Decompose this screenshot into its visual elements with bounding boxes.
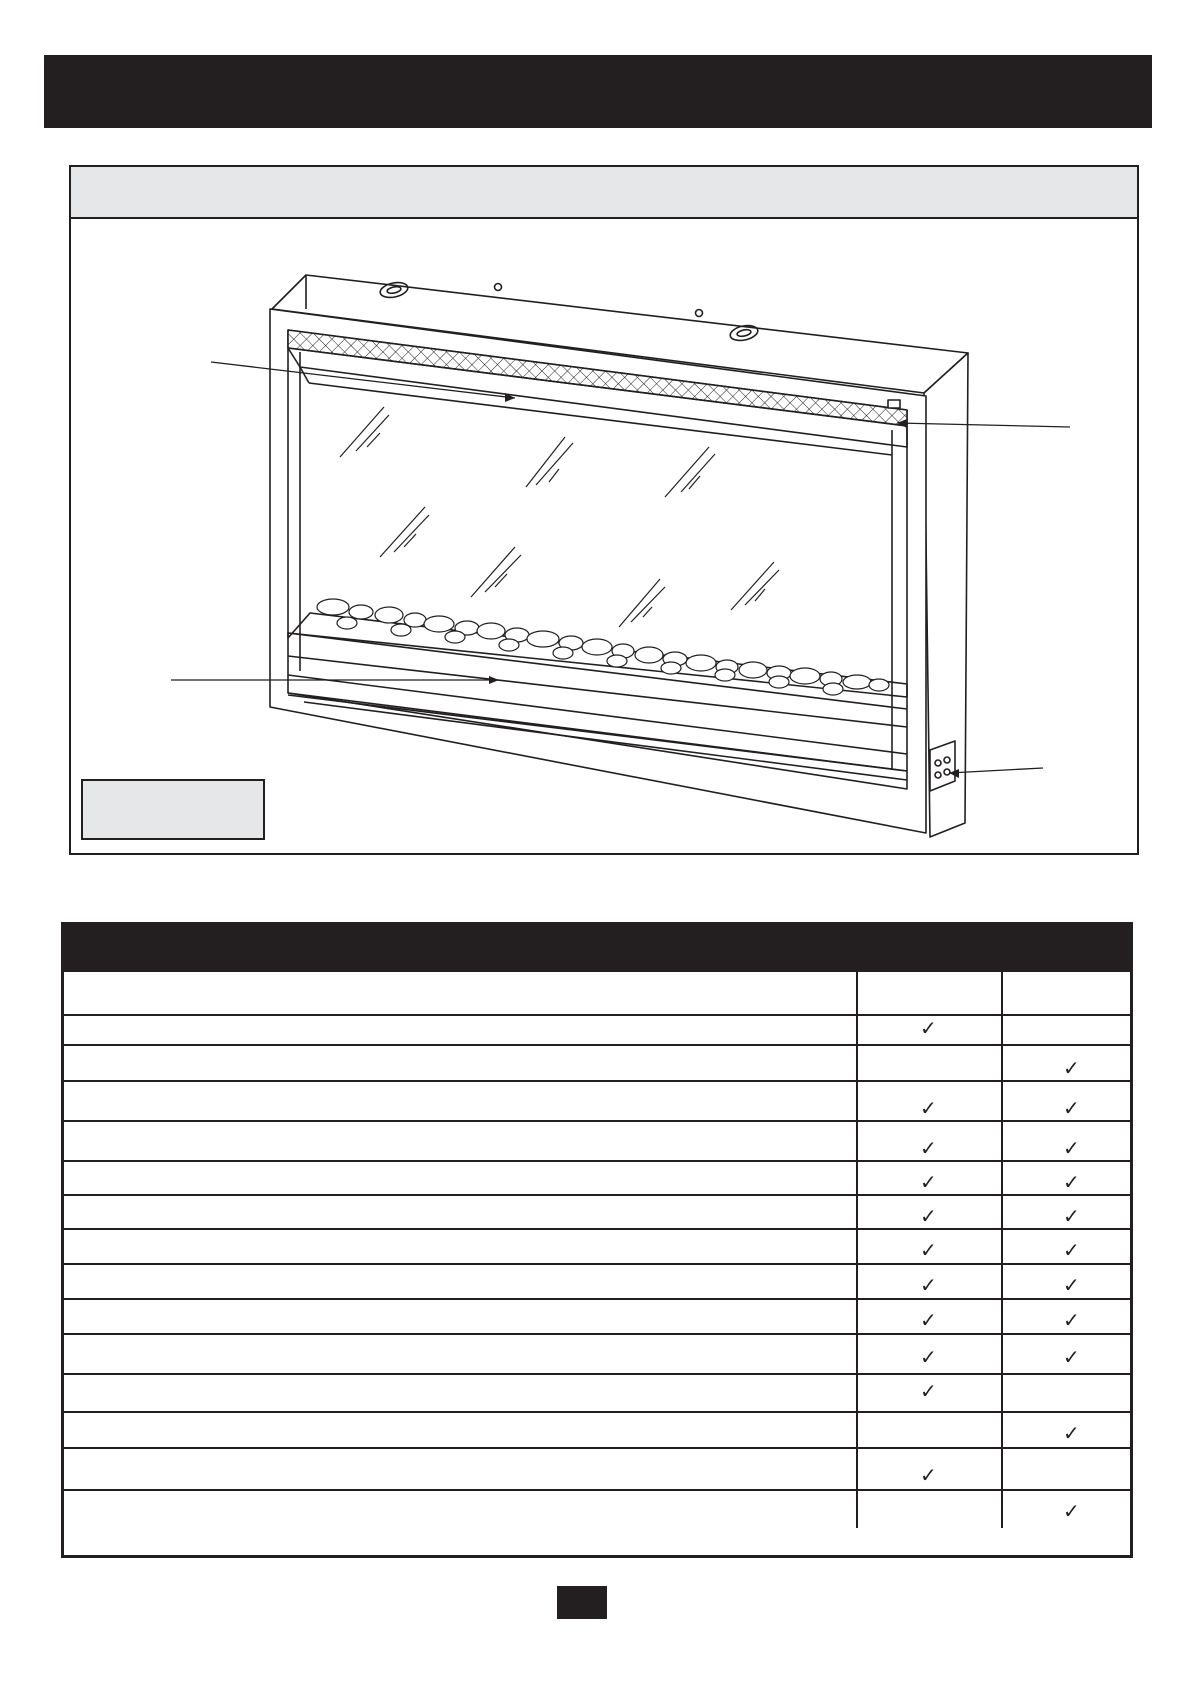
- checkmark-icon: ✓: [1063, 1345, 1080, 1369]
- checkmark-icon: ✓: [920, 1204, 937, 1228]
- table-row: [64, 1196, 1130, 1230]
- table-row: [64, 1300, 1130, 1335]
- row-col-a: [858, 1413, 1003, 1447]
- checkmark-icon: ✓: [920, 1238, 937, 1262]
- row-col-b: [1003, 1082, 1130, 1120]
- row-col-b: [1003, 1122, 1130, 1160]
- checkmark-icon: ✓: [920, 1096, 937, 1120]
- table-header-bar: [61, 922, 1133, 972]
- row-description: [64, 1265, 858, 1298]
- row-col-b: [1003, 1335, 1130, 1373]
- row-description: [64, 1122, 858, 1160]
- checkmark-icon: ✓: [920, 1379, 937, 1403]
- row-col-a: [858, 1375, 1003, 1411]
- checkmark-icon: ✓: [920, 1463, 937, 1487]
- checkmark-icon: ✓: [920, 1308, 937, 1332]
- checkmark-icon: ✓: [920, 1170, 937, 1194]
- row-col-a: [858, 1335, 1003, 1373]
- feature-comparison-table: [61, 922, 1133, 1558]
- checkmark-icon: ✓: [1063, 1308, 1080, 1332]
- row-col-a: [858, 1122, 1003, 1160]
- checkmark-icon: ✓: [1063, 1273, 1080, 1297]
- checkmark-icon: ✓: [920, 1136, 937, 1160]
- checkmark-icon: ✓: [1063, 1136, 1080, 1160]
- row-col-a: [858, 1082, 1003, 1120]
- row-description: [64, 1491, 858, 1528]
- row-col-b: [1003, 1016, 1130, 1044]
- row-description: [64, 1335, 858, 1373]
- row-col-a: [858, 1046, 1003, 1080]
- row-col-b: [1003, 1413, 1130, 1447]
- row-col-b: [1003, 972, 1130, 1014]
- row-col-a: [858, 1230, 1003, 1263]
- table-body: [61, 972, 1133, 1558]
- table-row: [64, 1449, 1130, 1491]
- row-col-b: [1003, 1300, 1130, 1333]
- checkmark-icon: ✓: [1063, 1204, 1080, 1228]
- checkmark-icon: ✓: [1063, 1421, 1080, 1445]
- row-col-b: [1003, 1491, 1130, 1528]
- checkmark-icon: ✓: [1063, 1056, 1080, 1080]
- row-description: [64, 1413, 858, 1447]
- diagram-panel: [69, 165, 1139, 855]
- checkmark-icon: ✓: [920, 1345, 937, 1369]
- row-description: [64, 1375, 858, 1411]
- checkmark-icon: ✓: [920, 1273, 937, 1297]
- row-description: [64, 1162, 858, 1194]
- table-row: [64, 1230, 1130, 1265]
- row-col-b: [1003, 1162, 1130, 1194]
- page-number-box: [557, 1586, 607, 1619]
- checkmark-icon: ✓: [1063, 1499, 1080, 1523]
- row-col-a: [858, 1265, 1003, 1298]
- table-row: [64, 1375, 1130, 1413]
- row-col-b: [1003, 1046, 1130, 1080]
- row-col-a: [858, 1491, 1003, 1528]
- checkmark-icon: ✓: [920, 1016, 937, 1040]
- checkmark-icon: ✓: [1063, 1170, 1080, 1194]
- row-col-a: [858, 1449, 1003, 1489]
- table-row: [64, 1082, 1130, 1122]
- table-row: [64, 1413, 1130, 1449]
- table-row: [64, 1162, 1130, 1196]
- table-row: [64, 1046, 1130, 1082]
- row-description: [64, 1300, 858, 1333]
- row-col-b: [1003, 1196, 1130, 1228]
- row-description: [64, 1082, 858, 1120]
- checkmark-icon: ✓: [1063, 1238, 1080, 1262]
- row-col-b: [1003, 1449, 1130, 1489]
- row-description: [64, 972, 858, 1014]
- row-col-a: [858, 1016, 1003, 1044]
- row-col-b: [1003, 1265, 1130, 1298]
- row-col-b: [1003, 1230, 1130, 1263]
- table-row: [64, 972, 1130, 1016]
- row-col-a: [858, 1196, 1003, 1228]
- table-row: [64, 1491, 1130, 1528]
- row-col-a: [858, 1300, 1003, 1333]
- table-row: [64, 1265, 1130, 1300]
- table-row: [64, 1335, 1130, 1375]
- row-description: [64, 1046, 858, 1080]
- fireplace-insert-drawing: [71, 167, 1137, 853]
- checkmark-icon: ✓: [1063, 1096, 1080, 1120]
- header-bar: [44, 55, 1152, 128]
- row-col-b: [1003, 1375, 1130, 1411]
- row-description: [64, 1449, 858, 1489]
- model-label-box: [81, 779, 265, 840]
- row-col-a: [858, 972, 1003, 1014]
- table-row: [64, 1122, 1130, 1162]
- row-description: [64, 1196, 858, 1228]
- row-description: [64, 1016, 858, 1044]
- row-description: [64, 1230, 858, 1263]
- table-row: [64, 1016, 1130, 1046]
- row-col-a: [858, 1162, 1003, 1194]
